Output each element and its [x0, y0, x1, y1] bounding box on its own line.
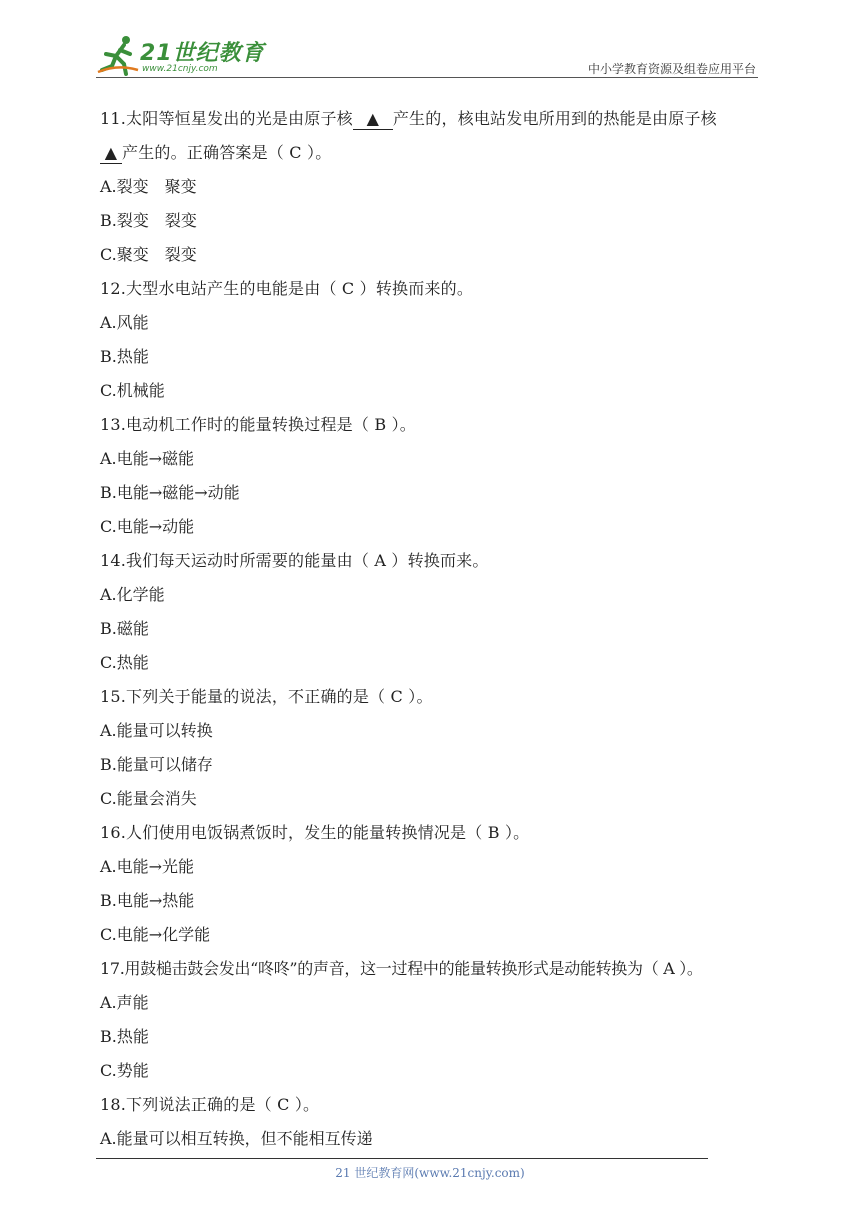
- option: C.电能→动能: [100, 517, 195, 536]
- option: B.能量可以储存: [100, 755, 213, 774]
- answer-blank: ▲: [100, 143, 122, 164]
- question-stem: 12.大型水电站产生的电能是由（ C ）转换而来的。: [100, 279, 474, 298]
- option: C.电能→化学能: [100, 925, 211, 944]
- option: B.裂变 裂变: [100, 211, 197, 230]
- question-stem: 14.我们每天运动时所需要的能量由（ A ）转换而来。: [100, 551, 489, 570]
- runner-logo-icon: [96, 34, 140, 76]
- option: B.电能→磁能→动能: [100, 483, 240, 502]
- answer-blank: ▲: [353, 109, 393, 130]
- option: C.能量会消失: [100, 789, 197, 808]
- option: B.热能: [100, 1027, 149, 1046]
- logo-text: 21世纪教育: [140, 41, 265, 66]
- option: A.电能→磁能: [100, 449, 195, 468]
- footer-text: 21 世纪教育网(www.21cnjy.com): [335, 1166, 525, 1180]
- option: C.机械能: [100, 381, 165, 400]
- option: A.化学能: [100, 585, 165, 604]
- platform-name: 中小学教育资源及组卷应用平台: [587, 62, 756, 76]
- option: A.能量可以转换: [100, 721, 213, 740]
- option: B.电能→热能: [100, 891, 195, 910]
- option: B.热能: [100, 347, 149, 366]
- option: B.磁能: [100, 619, 149, 638]
- logo: [96, 34, 266, 78]
- option: C.热能: [100, 653, 149, 672]
- header-divider: [96, 77, 758, 78]
- option: A.风能: [100, 313, 149, 332]
- question-list: [100, 102, 768, 1156]
- question-stem: 18.下列说法正确的是（ C ）。: [100, 1095, 320, 1114]
- footer-divider: [96, 1158, 708, 1159]
- question-stem: 13.电动机工作时的能量转换过程是（ B ）。: [100, 415, 416, 434]
- option: A.裂变 聚变: [100, 177, 197, 196]
- page-header: [0, 0, 860, 80]
- question-stem: 15.下列关于能量的说法，不正确的是（ C ）。: [100, 687, 433, 706]
- question-stem: 16.人们使用电饭锅煮饭时，发生的能量转换情况是（ B ）。: [100, 823, 530, 842]
- option: C.势能: [100, 1061, 149, 1080]
- option: A.能量可以相互转换，但不能相互传递: [100, 1129, 373, 1148]
- option: A.声能: [100, 993, 149, 1012]
- logo-url: www.21cnjy.com: [142, 64, 218, 74]
- question-stem-continued: ▲ 产生的。正确答案是（ C ）。: [100, 136, 768, 170]
- option: A.电能→光能: [100, 857, 195, 876]
- question-stem: 11.太阳等恒星发出的光是由原子核 ▲ 产生的，核电站发电所用到的热能是由原子核: [100, 109, 717, 128]
- option: C.聚变 裂变: [100, 245, 197, 264]
- question-stem: 17.用鼓槌击鼓会发出“咚咚”的声音，这一过程中的能量转换形式是动能转换为（ A ）。: [100, 959, 703, 978]
